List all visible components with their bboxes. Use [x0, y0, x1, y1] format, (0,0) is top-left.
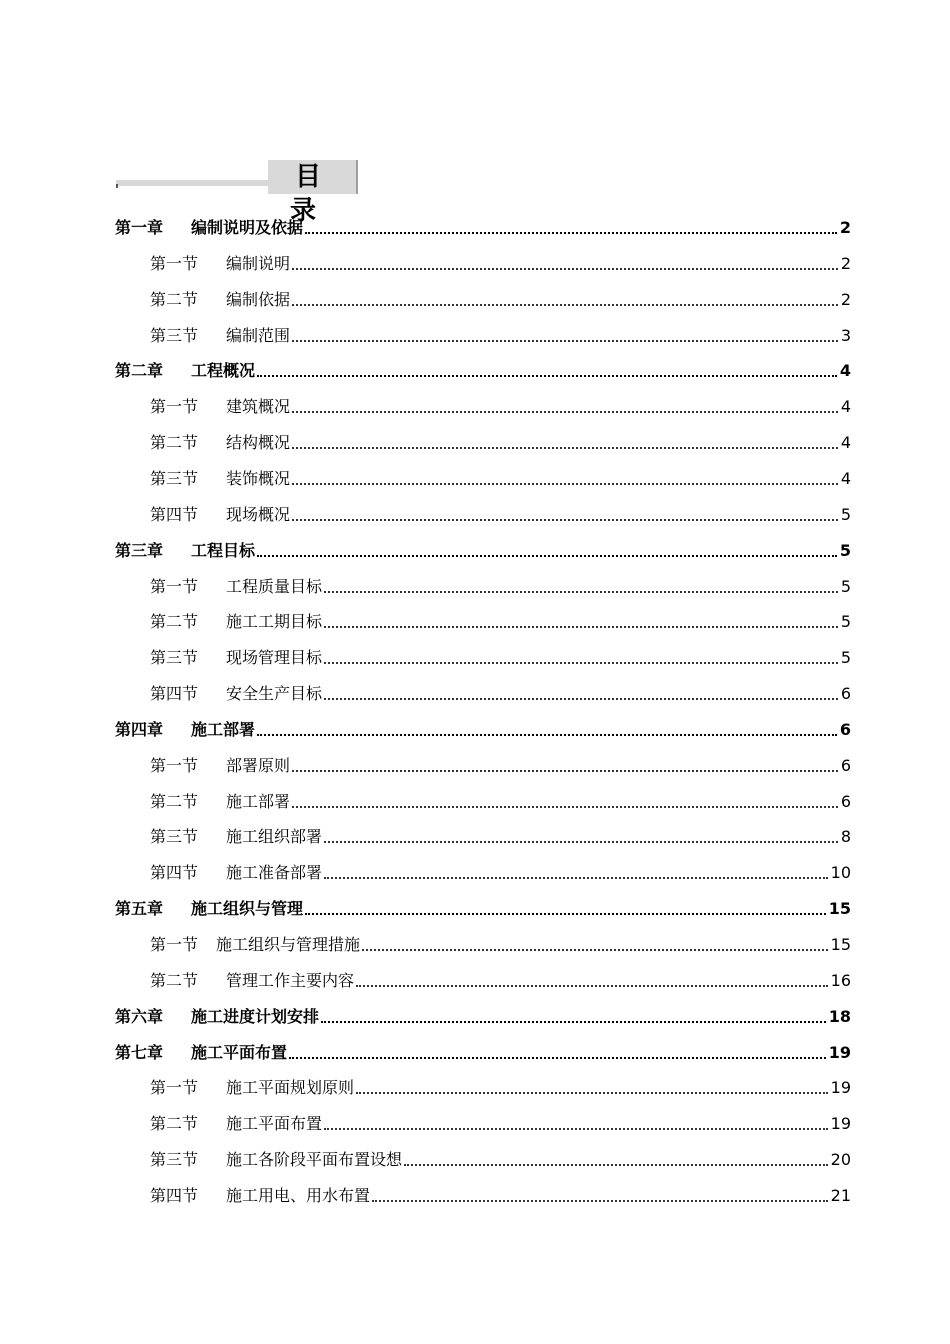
entry-number: 第四章: [115, 720, 164, 739]
entry-number: 第一节: [150, 254, 199, 273]
entry-title: 安全生产目标: [226, 684, 323, 703]
toc-section-entry[interactable]: [150, 502, 851, 526]
entry-number: 第二节: [150, 433, 199, 452]
entry-title: 施工准备部署: [226, 863, 323, 882]
entry-title: 施工各阶段平面布置设想: [226, 1150, 403, 1169]
entry-page-number: 2: [840, 290, 851, 309]
entry-number: 第一章: [115, 218, 164, 237]
toc-chapter-entry[interactable]: [115, 1040, 851, 1064]
entry-number: 第三节: [150, 648, 199, 667]
dot-leader: [289, 1055, 826, 1059]
toc-chapter-entry[interactable]: [115, 538, 851, 562]
toc-section-entry[interactable]: [150, 681, 851, 705]
toc-section-entry[interactable]: [150, 1183, 851, 1207]
toc-section-entry[interactable]: [150, 287, 851, 311]
dot-leader: [257, 732, 837, 736]
entry-page-number: 4: [840, 469, 851, 488]
dot-leader: [292, 266, 838, 270]
entry-number: 第二节: [150, 792, 199, 811]
entry-number: 第三节: [150, 469, 199, 488]
dot-leader: [404, 1162, 828, 1166]
toc-chapter-entry[interactable]: [115, 358, 851, 382]
entry-title: 部署原则: [226, 756, 291, 775]
toc-section-entry[interactable]: [150, 860, 851, 884]
entry-page-number: 19: [830, 1078, 851, 1097]
entry-title: 施工部署: [226, 792, 291, 811]
entry-number: 第一节: [150, 756, 199, 775]
dot-leader: [292, 481, 838, 485]
entry-number: 第三节: [150, 1150, 199, 1169]
entry-title: 施工平面布置: [226, 1114, 323, 1133]
page-title: 目 录: [268, 160, 358, 194]
dot-leader: [292, 338, 838, 342]
dot-leader: [372, 1198, 828, 1202]
entry-title: 编制依据: [226, 290, 291, 309]
toc-section-entry[interactable]: [150, 645, 851, 669]
toc-chapter-entry[interactable]: [115, 717, 851, 741]
entry-page-number: 5: [839, 541, 851, 560]
entry-page-number: 18: [828, 1007, 851, 1026]
entry-number: 第一节: [150, 577, 199, 596]
entry-number: 第二节: [150, 290, 199, 309]
toc-section-entry[interactable]: [150, 968, 851, 992]
dot-leader: [324, 589, 838, 593]
dot-leader: [257, 553, 837, 557]
toc-section-entry[interactable]: [150, 466, 851, 490]
entry-number: 第一节: [150, 397, 199, 416]
toc-section-entry[interactable]: [150, 394, 851, 418]
entry-title: 施工工期目标: [226, 612, 323, 631]
entry-page-number: 6: [840, 756, 851, 775]
dot-leader: [324, 875, 828, 879]
toc-chapter-entry[interactable]: [115, 215, 851, 239]
entry-number: 第二节: [150, 612, 199, 631]
entry-number: 第七章: [115, 1043, 164, 1062]
toc-section-entry[interactable]: [150, 1147, 851, 1171]
entry-number: 第四节: [150, 863, 199, 882]
entry-title: 施工组织与管理措施: [216, 935, 361, 954]
entry-title: 施工组织部署: [226, 827, 323, 846]
entry-page-number: 19: [828, 1043, 851, 1062]
entry-title: 工程目标: [191, 541, 256, 560]
entry-page-number: 2: [840, 254, 851, 273]
toc-section-entry[interactable]: [150, 789, 851, 813]
toc-chapter-entry[interactable]: [115, 1004, 851, 1028]
dot-leader: [321, 1019, 826, 1023]
entry-page-number: 5: [840, 612, 851, 631]
entry-title: 装饰概况: [226, 469, 291, 488]
entry-page-number: 6: [840, 684, 851, 703]
dot-leader: [324, 660, 838, 664]
entry-page-number: 4: [840, 433, 851, 452]
entry-number: 第二节: [150, 1114, 199, 1133]
entry-number: 第一节: [150, 1078, 199, 1097]
toc-section-entry[interactable]: [150, 824, 851, 848]
dot-leader: [305, 911, 826, 915]
entry-title: 工程质量目标: [226, 577, 323, 596]
dot-leader: [356, 1090, 828, 1094]
dot-leader: [356, 983, 828, 987]
toc-section-entry[interactable]: [150, 574, 851, 598]
entry-page-number: 4: [840, 397, 851, 416]
toc-section-entry[interactable]: [150, 430, 851, 454]
entry-title: 管理工作主要内容: [226, 971, 355, 990]
entry-title: 施工用电、用水布置: [226, 1186, 371, 1205]
entry-title: 施工进度计划安排: [191, 1007, 320, 1026]
entry-title: 工程概况: [191, 361, 256, 380]
entry-page-number: 2: [839, 218, 851, 237]
entry-number: 第一节: [150, 935, 199, 954]
dot-leader: [362, 947, 828, 951]
dot-leader: [324, 696, 838, 700]
entry-number: 第二节: [150, 971, 199, 990]
toc-section-entry[interactable]: [150, 323, 851, 347]
entry-title: 建筑概况: [226, 397, 291, 416]
entry-number: 第四节: [150, 1186, 199, 1205]
entry-page-number: 5: [840, 648, 851, 667]
toc-chapter-entry[interactable]: [115, 896, 851, 920]
entry-page-number: 8: [840, 827, 851, 846]
toc-section-entry[interactable]: [150, 753, 851, 777]
entry-title: 施工平面布置: [191, 1043, 288, 1062]
entry-page-number: 6: [840, 792, 851, 811]
toc-section-entry[interactable]: [150, 609, 851, 633]
dot-leader: [292, 409, 838, 413]
entry-number: 第二章: [115, 361, 164, 380]
entry-page-number: 4: [839, 361, 851, 380]
dot-leader: [324, 839, 838, 843]
entry-title: 编制范围: [226, 326, 291, 345]
toc-section-entry[interactable]: [150, 1111, 851, 1135]
entry-title: 施工平面规划原则: [226, 1078, 355, 1097]
entry-number: 第三章: [115, 541, 164, 560]
entry-page-number: 6: [839, 720, 851, 739]
entry-page-number: 15: [830, 935, 851, 954]
entry-number: 第三节: [150, 326, 199, 345]
entry-page-number: 15: [828, 899, 851, 918]
entry-title: 编制说明及依据: [191, 218, 304, 237]
toc-section-entry[interactable]: [150, 251, 851, 275]
entry-page-number: 19: [830, 1114, 851, 1133]
entry-page-number: 5: [840, 505, 851, 524]
dot-leader: [292, 517, 838, 521]
entry-title: 施工部署: [191, 720, 256, 739]
entry-page-number: 3: [840, 326, 851, 345]
entry-title: 编制说明: [226, 254, 291, 273]
entry-title: 结构概况: [226, 433, 291, 452]
dot-leader: [292, 302, 838, 306]
entry-number: 第三节: [150, 827, 199, 846]
entry-number: 第五章: [115, 899, 164, 918]
entry-page-number: 20: [830, 1150, 851, 1169]
entry-page-number: 5: [840, 577, 851, 596]
entry-title: 施工组织与管理: [191, 899, 304, 918]
toc-section-entry[interactable]: [150, 932, 851, 956]
entry-title: 现场概况: [226, 505, 291, 524]
entry-page-number: 16: [830, 971, 851, 990]
dot-leader: [257, 373, 837, 377]
entry-number: 第六章: [115, 1007, 164, 1026]
entry-number: 第四节: [150, 505, 199, 524]
dot-leader: [324, 624, 838, 628]
dot-leader: [324, 1126, 828, 1130]
entry-page-number: 10: [830, 863, 851, 882]
entry-number: 第四节: [150, 684, 199, 703]
entry-page-number: 21: [830, 1186, 851, 1205]
dot-leader: [292, 804, 838, 808]
entry-title: 现场管理目标: [226, 648, 323, 667]
dot-leader: [292, 445, 838, 449]
dot-leader: [292, 768, 838, 772]
toc-section-entry[interactable]: [150, 1075, 851, 1099]
dot-leader: [305, 230, 837, 234]
